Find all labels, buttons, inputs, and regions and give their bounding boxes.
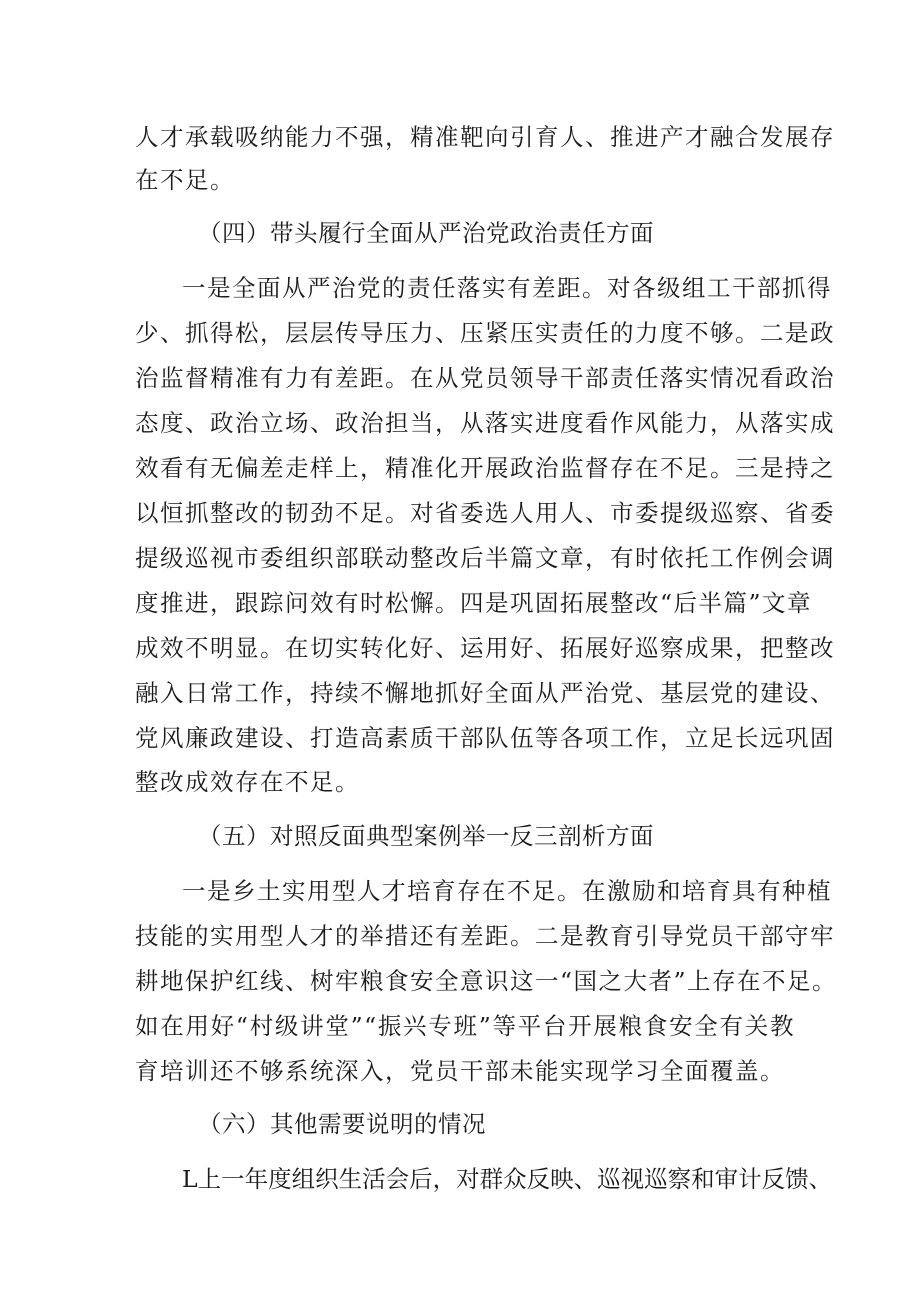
paragraph-line: 在不足。 (135, 166, 235, 194)
paragraph-line: 成效不明显。在切实转化好、运用好、拓展好巡察成果，把整改 (135, 634, 835, 662)
paragraph-line: 度推进，跟踪问效有时松懈。四是巩固拓展整改“后半篇”文章 (135, 589, 813, 617)
paragraph-line: 整改成效存在不足。 (135, 768, 360, 796)
paragraph-line: 少、抓得松，层层传导压力、压紧压实责任的力度不够。二是政 (135, 319, 835, 347)
paragraph-line: 态度、政治立场、政治担当，从落实进度看作风能力，从落实成 (135, 409, 835, 437)
paragraph-line: 提级巡视市委组织部联动整改后半篇文章，有时依托工作例会调 (135, 544, 835, 572)
paragraph-line: 党风廉政建设、打造高素质干部队伍等各项工作，立足长远巩固 (135, 724, 835, 752)
paragraph-line: 技能的实用型人才的举措还有差距。二是教育引导党员干部守牢 (135, 922, 835, 950)
section-heading: （六）其他需要说明的情况 (198, 1110, 486, 1138)
paragraph-line: 治监督精准有力有差距。在从党员领导干部责任落实情况看政治 (135, 364, 835, 392)
section-heading: （四）带头履行全面从严治党政治责任方面 (198, 219, 654, 247)
paragraph-line: 一是全面从严治党的责任落实有差距。对各级组工干部抓得 (182, 274, 832, 302)
paragraph-line: 人才承载吸纳能力不强，精准靶向引育人、推进产才融合发展存 (135, 123, 835, 151)
paragraph-line: 一是乡土实用型人才培育存在不足。在激励和培育具有种植 (182, 877, 832, 905)
paragraph-line: 育培训还不够系统深入，党员干部未能实现学习全面覆盖。 (135, 1057, 785, 1085)
paragraph-line: 以恒抓整改的韧劲不足。对省委选人用人、市委提级巡察、省委 (135, 499, 835, 527)
paragraph-line: 融入日常工作，持续不懈地抓好全面从严治党、基层党的建设、 (135, 679, 835, 707)
section-heading: （五）对照反面典型案例举一反三剖析方面 (198, 822, 654, 850)
paragraph-line: 耕地保护红线、树牢粮食安全意识这一“国之大者”上存在不足。 (135, 967, 838, 995)
paragraph-line: 如在用好“村级讲堂”“振兴专班”等平台开展粮食安全有关教 (135, 1012, 795, 1040)
paragraph-line: L上一年度组织生活会后，对群众反映、巡视巡察和审计反馈、 (182, 1165, 833, 1193)
paragraph-line: 效看有无偏差走样上，精准化开展政治监督存在不足。三是持之 (135, 454, 835, 482)
